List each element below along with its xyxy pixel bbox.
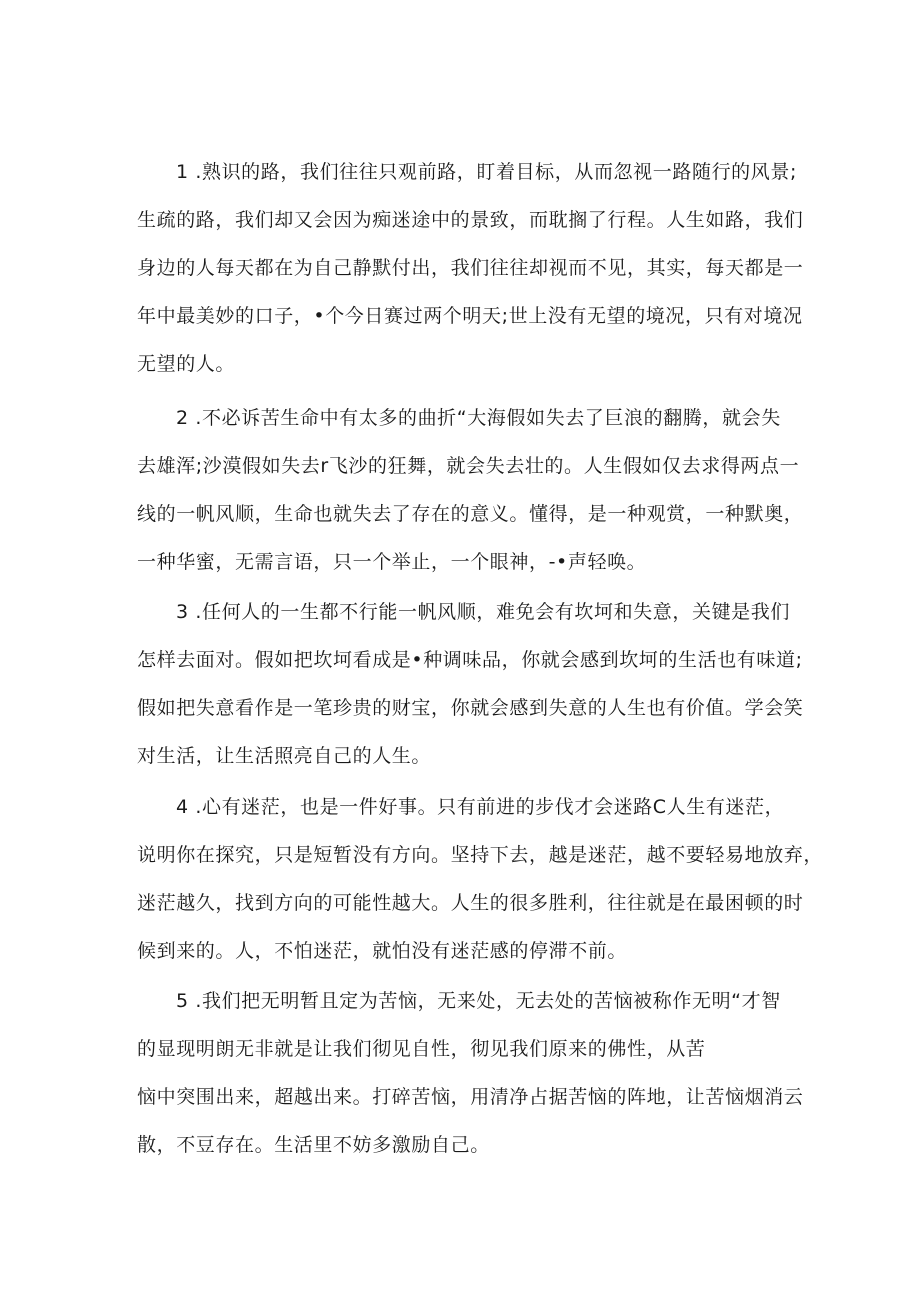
paragraph-5-line-2: 的显现明朗无非就是让我们彻见自性，彻见我们原来的佛性，从苦 bbox=[137, 1038, 706, 1060]
paragraph-1-line-4: 年中最美妙的口子，•个今日赛过两个明天;世上没有无望的境况，只有对境况 bbox=[137, 305, 803, 327]
paragraph-3-line-1: 3 .任何人的一生都不行能一帆风顺，难免会有坎坷和失意，关键是我们 bbox=[176, 601, 790, 623]
paragraph-3-line-3: 假如把失意看作是一笔珍贵的财宝，你就会感到失意的人生也有价值。学会笑 bbox=[137, 697, 804, 719]
paragraph-2-line-4: 一种华蜜，无需言语，只一个举止，一个眼神，-•声轻唤。 bbox=[137, 551, 647, 573]
paragraph-5-line-3: 恼中突围出来，超越出来。打碎苦恼，用清净占据苦恼的阵地，让苦恼烟消云 bbox=[137, 1086, 804, 1108]
paragraph-5-line-1: 5 .我们把无明暂且定为苦恼，无来处，无去处的苦恼被称作无明“才智 bbox=[176, 990, 781, 1012]
paragraph-1-line-1: 1 .熟识的路，我们往往只观前路，盯着目标，从而忽视一路随行的风景; bbox=[176, 161, 797, 183]
paragraph-4-line-1: 4 .心有迷茫，也是一件好事。只有前进的步伐才会迷路C人生有迷茫， bbox=[176, 796, 785, 818]
paragraph-2-line-1: 2 .不必诉苦生命中有太多的曲折“大海假如失去了巨浪的翻腾，就会失 bbox=[176, 407, 781, 429]
paragraph-4-line-4: 候到来的。人，不怕迷茫，就怕没有迷茫感的停滞不前。 bbox=[137, 940, 628, 962]
paragraph-3-line-2: 怎样去面对。假如把坎坷看成是•种调味品，你就会感到坎坷的生活也有味道; bbox=[137, 649, 803, 671]
paragraph-1-line-2: 生疏的路，我们却又会因为痴迷途中的景致，而耽搁了行程。人生如路，我们 bbox=[137, 209, 804, 231]
paragraph-5-line-4: 散，不豆存在。生活里不妨多激励自己。 bbox=[137, 1134, 490, 1156]
paragraph-4-line-3: 迷茫越久，找到方向的可能性越大。人生的很多胜利，往往就是在最困顿的时 bbox=[137, 892, 804, 914]
paragraph-3-line-4: 对生活，让生活照亮自己的人生。 bbox=[137, 745, 432, 767]
paragraph-4-line-2: 说明你在探究，只是短暂没有方向。坚持下去，越是迷茫，越不要轻易地放弃， bbox=[137, 844, 824, 866]
paragraph-2-line-2: 去雄浑;沙漠假如失去r飞沙的狂舞，就会失去壮的。人生假如仅去求得两点一 bbox=[137, 455, 800, 477]
paragraph-2-line-3: 线的一帆风顺，生命也就失去了存在的意义。懂得，是一种观赏，一种默奥， bbox=[137, 503, 804, 525]
paragraph-1-line-3: 身边的人每天都在为自己静默付出，我们往往却视而不见，其实，每天都是一 bbox=[137, 257, 804, 279]
paragraph-1-line-5: 无望的人。 bbox=[137, 353, 236, 375]
